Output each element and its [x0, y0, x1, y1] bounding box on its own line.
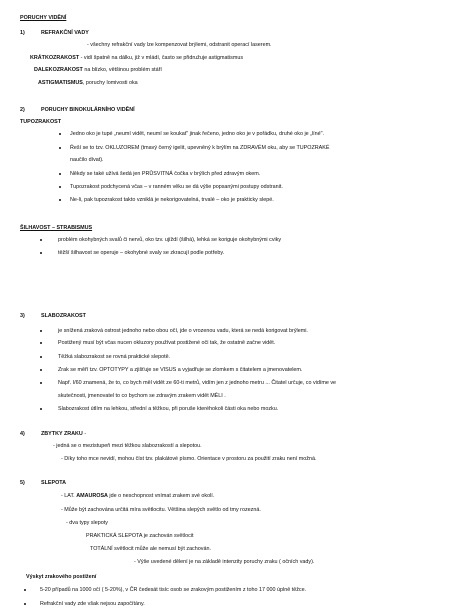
- section-2-heading: PORUCHY BINOKULÁRNÍHO VIDĚNÍ: [41, 107, 135, 113]
- section-1-heading: REFRAKČNÍ VADY: [41, 30, 89, 36]
- vyskyt-bullet-2: Refrakční vady zde však nejsou započítány.: [40, 601, 145, 607]
- slabozrakost-bullet-4: Zrak se měří tzv. OPTOTYPY a zjišťuje se VISUS a vyjadřuje se zlomkem s čitatelem a jmenovatelem.: [58, 367, 303, 373]
- astigmatismus-text: , poruchy lomivosti oka: [82, 80, 138, 86]
- amaurosa-term: AMAUROSA: [76, 493, 108, 499]
- bullet-marker: [40, 342, 42, 344]
- vyskyt-bullet-1: 5-20 případů na 1000 očí ( 5-20%), v ČR čedesát tisíc osob se zrakovým postižením z toho 17 000 úplně těžce.: [40, 587, 307, 593]
- bullet-marker: [59, 173, 61, 175]
- section-4-heading-tail: -: [82, 431, 87, 437]
- bullet-marker: [59, 186, 61, 188]
- bullet-marker: [40, 252, 42, 254]
- kratkozrakost-line: [30, 55, 243, 61]
- tupozrakost-bullet-3: Někdy se také užívá šedá jen PRŮSVITNÁ čočka v brýlích před zdravým okem.: [70, 171, 261, 177]
- section-4-heading-line: [41, 431, 86, 437]
- section-1-number: 1): [20, 30, 25, 36]
- slabozrakost-bullet-1: je snížená zraková ostrost jednoho nebo obou očí, jde o vrozenou vadu, která se nedá korigovat brýlemi.: [58, 328, 308, 334]
- slabozrakost-bullet-6: Slabozrakost útlím na lehkou, střední a těžkou, při poruše kteréhokoli části oka nebo mozku.: [58, 406, 279, 412]
- zbytky-zraku-line-1: - jedná se o mezistupeň mezi těžkou slabozrakostí a slepotou.: [53, 443, 202, 449]
- dalekozrakost-line: [34, 67, 162, 73]
- section-2-number: 2): [20, 107, 25, 113]
- vyskyt-heading: Výskyt zrakového postižení: [26, 574, 97, 580]
- slepota-line-1-prefix: - LAT.: [61, 493, 77, 499]
- slabozrakost-bullet-3: Těžká slabozrakost se rovná praktické slepotě.: [58, 354, 171, 360]
- slepota-line-6: - Výše uvedené dělení je na základě intenzity poruchy zraku ( očních vady).: [134, 559, 315, 565]
- kratkozrakost-text: - vidí špatně na dálku, již v mládí, často se přidružuje astigmatismus: [79, 55, 244, 61]
- zbytky-zraku-line-2: - Díky toho mce nevidí, mohou číst tzv. plakátové písmo. Orientace v prostoru za použití zraku není možná.: [61, 456, 317, 462]
- section-5-heading: SLEPOTA: [41, 480, 67, 486]
- slepota-line-1: [61, 493, 214, 499]
- dalekozrakost-term: DALEKOZRAKOST: [34, 67, 83, 73]
- slabozrakost-bullet-5-continued: skutečnosti, jmenovatel to co bychom se zdravým zrakem vidět MĚLI .: [58, 393, 226, 399]
- section-3-heading: SLABOZRAKOST: [41, 313, 86, 319]
- tupozrakost-bullet-2-continued: naučilo dívat).: [70, 157, 104, 163]
- silhavost-bullet-2: těžší šilhavost se operuje – okohybné svaly se zkracují podle potřeby.: [58, 250, 225, 256]
- bullet-marker: [59, 199, 61, 201]
- slepota-line-1-text: jde o neschopnost vnímat zrakem své okolí.: [107, 493, 215, 499]
- bullet-marker: [59, 147, 61, 149]
- dalekozrakost-text: na blízko, většinou problém stáří: [82, 67, 162, 73]
- bullet-marker: [40, 369, 42, 371]
- tupozrakost-bullet-1: Jedno oko je tupé „neumí vidět, neumí se koukat" jinak řečeno, jedno oko je v pořádku, druhé oko je „líné".: [70, 131, 325, 137]
- slepota-line-2: - Může být zachována určitá míra světlocitu. Většina slepých světlo od tmy rozezná.: [61, 507, 261, 513]
- section-5-number: 5): [20, 480, 25, 486]
- section-4-heading: ZBYTKY ZRAKU: [41, 431, 83, 437]
- slepota-line-5: TOTÁLNÍ světlocit může ale nemusí být zachován.: [90, 546, 211, 552]
- bullet-marker: [59, 133, 61, 135]
- bullet-marker: [40, 356, 42, 358]
- tupozrakost-bullet-4: Tupozrakost podchycená včas – v ranném věku se dá výše popsanými postupy odstranit.: [70, 184, 283, 190]
- silhavost-heading: ŠILHAVOST – STRABISMUS: [20, 225, 93, 231]
- slabozrakost-bullet-2: Postižený musí být včas nucen okluzory používat postižené oči tak, že ostatně začne vidět.: [58, 340, 276, 346]
- bullet-marker: [24, 589, 26, 591]
- tupozrakost-heading: TUPOZRAKOST: [20, 119, 62, 125]
- kratkozrakost-term: KRÁTKOZRAKOST: [30, 55, 80, 61]
- slepota-line-4: PRAKTICKÁ SLEPOTA je zachován světlocit: [86, 533, 194, 539]
- bullet-marker: [24, 603, 26, 605]
- section-3-number: 3): [20, 313, 25, 319]
- section-1-note: - všechny refrakční vady lze kompenzovat brýlemi, odstranit operací laserem.: [87, 42, 272, 48]
- section-4-number: 4): [20, 431, 25, 437]
- bullet-marker: [40, 239, 42, 241]
- astigmatismus-line: [38, 80, 138, 86]
- silhavost-bullet-1: problém okohybných svalů či nervů, oko tzv. ujíždí (šilhá), lehká se koriguje okohybnými cviky: [58, 237, 282, 243]
- bullet-marker: [40, 408, 42, 410]
- tupozrakost-bullet-2: Řeší se to tzv. OKLUZOREM (tmavý černý igelit, upevněný k brýlím na ZDRAVÉM oku, aby se TUPOZRAKÉ: [70, 145, 330, 151]
- bullet-marker: [40, 330, 42, 332]
- bullet-marker: [40, 382, 42, 384]
- astigmatismus-term: ASTIGMATISMUS: [38, 80, 83, 86]
- slepota-line-3: - dva typy slepoty: [66, 520, 108, 526]
- slabozrakost-bullet-5: Např. I/60 znamená, že to, co bych měl vidět ze 60-ti metrů, vidím jen z jednoho metru ... Čitatel určuje, co vidíme ve: [58, 380, 337, 386]
- document-title: PORUCHY VIDĚNÍ: [20, 15, 67, 21]
- tupozrakost-bullet-5: Ne-li, pak tupozrakost takto vzniklá je nekorigovatelná, trvalé – oko je prakticky slepé.: [70, 197, 274, 203]
